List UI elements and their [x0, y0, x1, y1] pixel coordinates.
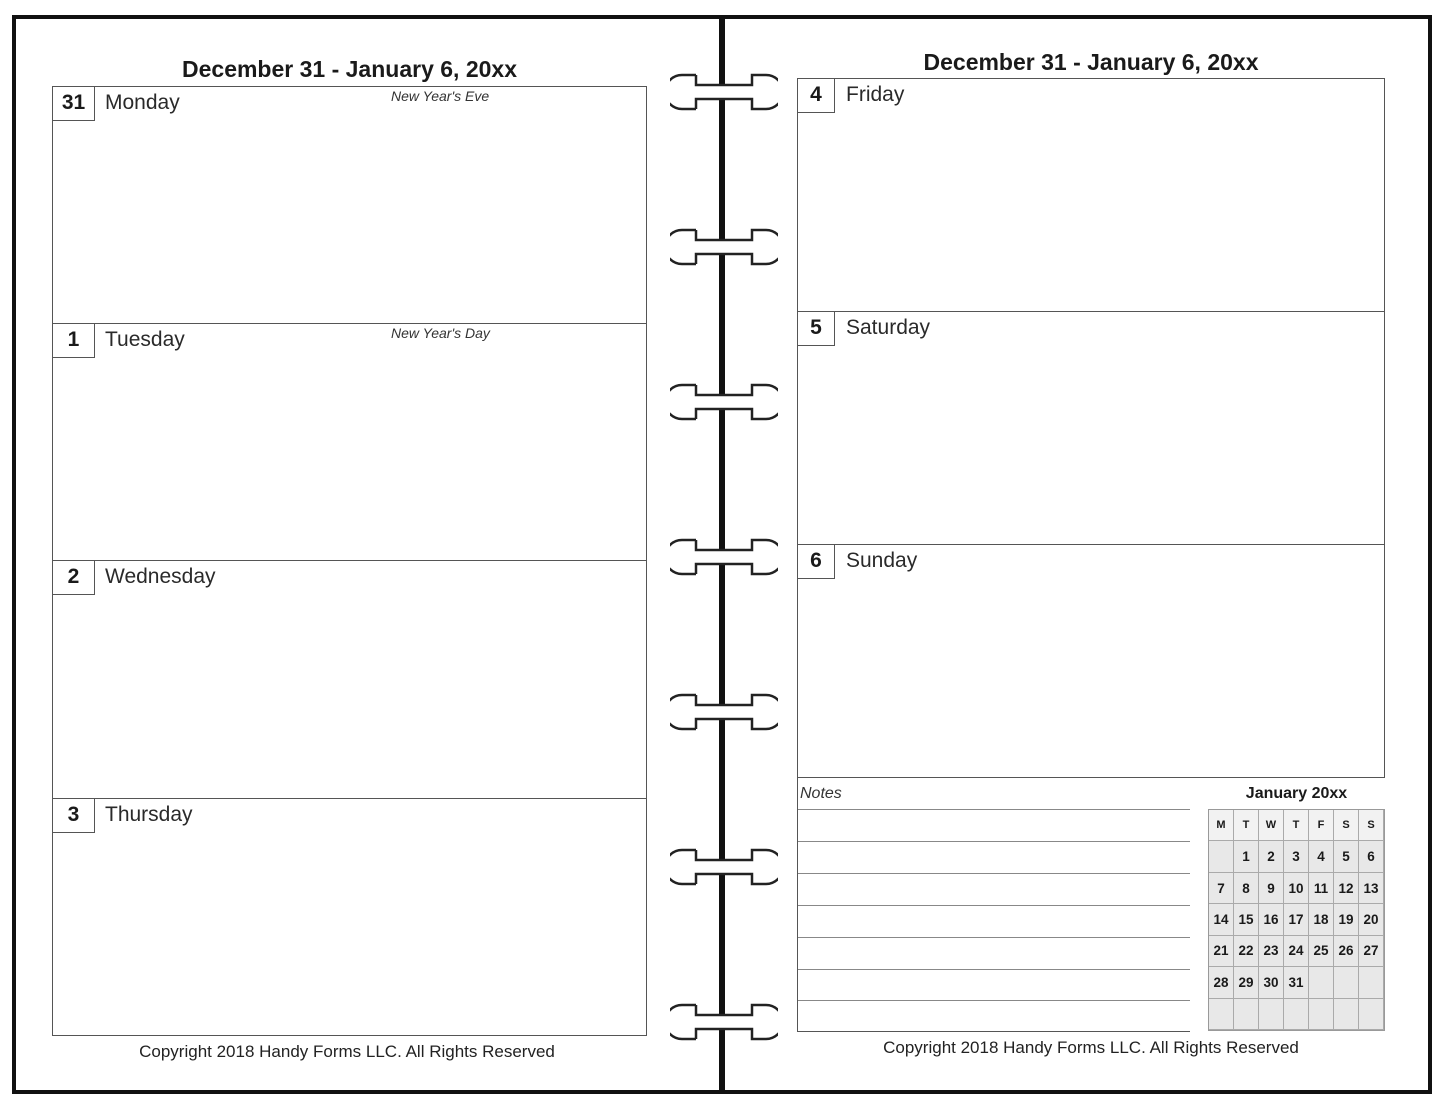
- notes-line[interactable]: [797, 905, 1190, 906]
- calendar-day-cell[interactable]: 18: [1309, 904, 1334, 935]
- day-number: 3: [52, 798, 95, 833]
- left-copyright: Copyright 2018 Handy Forms LLC. All Rights Reserved: [139, 1042, 555, 1061]
- binder-ring-icon: [670, 226, 778, 268]
- day-box-saturday[interactable]: [797, 311, 1385, 546]
- binder-ring-icon: [670, 381, 778, 423]
- day-name: Friday: [846, 83, 905, 106]
- calendar-day-cell[interactable]: 5: [1334, 841, 1359, 872]
- calendar-day-cell[interactable]: 12: [1334, 873, 1359, 904]
- calendar-day-cell[interactable]: 24: [1284, 936, 1309, 967]
- day-box-monday[interactable]: [52, 86, 647, 324]
- calendar-day-cell[interactable]: 10: [1284, 873, 1309, 904]
- calendar-day-cell[interactable]: 14: [1209, 904, 1234, 935]
- holiday-label: New Year's Day: [391, 325, 490, 341]
- calendar-day-cell[interactable]: 25: [1309, 936, 1334, 967]
- day-box-tuesday[interactable]: [52, 323, 647, 561]
- notes-line[interactable]: [797, 873, 1190, 874]
- calendar-day-cell: [1309, 999, 1334, 1030]
- calendar-weekday-header: T: [1284, 810, 1309, 841]
- calendar-day-cell[interactable]: 3: [1284, 841, 1309, 872]
- calendar-day-cell: [1334, 967, 1359, 998]
- day-name: Monday: [105, 91, 180, 114]
- day-number: 6: [797, 544, 835, 579]
- calendar-day-cell[interactable]: 31: [1284, 967, 1309, 998]
- calendar-day-cell[interactable]: 9: [1259, 873, 1284, 904]
- day-number: 4: [797, 78, 835, 113]
- day-box-wednesday[interactable]: [52, 560, 647, 799]
- calendar-day-cell[interactable]: 27: [1359, 936, 1384, 967]
- notes-line[interactable]: [797, 809, 1190, 810]
- calendar-day-cell[interactable]: 22: [1234, 936, 1259, 967]
- calendar-weekday-header: S: [1359, 810, 1384, 841]
- calendar-day-cell: [1234, 999, 1259, 1030]
- day-number: 2: [52, 560, 95, 595]
- binder-ring-icon: [670, 691, 778, 733]
- binder-ring-icon: [670, 846, 778, 888]
- calendar-day-cell: [1359, 999, 1384, 1030]
- day-number: 1: [52, 323, 95, 358]
- calendar-day-cell: [1284, 999, 1309, 1030]
- day-number: 31: [52, 86, 95, 121]
- calendar-day-cell[interactable]: 26: [1334, 936, 1359, 967]
- calendar-day-cell[interactable]: 2: [1259, 841, 1284, 872]
- left-page-title: December 31 - January 6, 20xx: [182, 56, 517, 82]
- right-copyright: Copyright 2018 Handy Forms LLC. All Rights Reserved: [883, 1038, 1299, 1057]
- notes-label: Notes: [800, 785, 842, 802]
- calendar-day-cell[interactable]: 4: [1309, 841, 1334, 872]
- calendar-day-cell[interactable]: 8: [1234, 873, 1259, 904]
- right-page-title: December 31 - January 6, 20xx: [923, 49, 1259, 75]
- day-box-sunday[interactable]: [797, 544, 1385, 778]
- calendar-day-cell: [1334, 999, 1359, 1030]
- calendar-weekday-header: F: [1309, 810, 1334, 841]
- day-box-thursday[interactable]: [52, 798, 647, 1036]
- calendar-day-cell[interactable]: 29: [1234, 967, 1259, 998]
- calendar-day-cell[interactable]: 16: [1259, 904, 1284, 935]
- calendar-day-cell[interactable]: 19: [1334, 904, 1359, 935]
- calendar-day-cell[interactable]: 11: [1309, 873, 1334, 904]
- day-number: 5: [797, 311, 835, 346]
- notes-line[interactable]: [797, 1031, 1190, 1032]
- binder-ring-icon: [670, 536, 778, 578]
- calendar-day-cell: [1359, 967, 1384, 998]
- day-box-friday[interactable]: [797, 78, 1385, 313]
- calendar-day-cell[interactable]: 30: [1259, 967, 1284, 998]
- calendar-day-cell[interactable]: 21: [1209, 936, 1234, 967]
- calendar-day-cell[interactable]: 15: [1234, 904, 1259, 935]
- notes-line[interactable]: [797, 841, 1190, 842]
- calendar-day-cell[interactable]: 13: [1359, 873, 1384, 904]
- calendar-day-cell: [1259, 999, 1284, 1030]
- calendar-day-cell: [1209, 999, 1234, 1030]
- calendar-day-cell[interactable]: 1: [1234, 841, 1259, 872]
- notes-line[interactable]: [797, 937, 1190, 938]
- calendar-day-cell: [1309, 967, 1334, 998]
- calendar-weekday-header: S: [1334, 810, 1359, 841]
- calendar-day-cell[interactable]: 20: [1359, 904, 1384, 935]
- calendar-weekday-header: M: [1209, 810, 1234, 841]
- binder-ring-icon: [670, 1001, 778, 1043]
- calendar-day-cell[interactable]: 6: [1359, 841, 1384, 872]
- notes-line[interactable]: [797, 1000, 1190, 1001]
- calendar-day-cell: [1209, 841, 1234, 872]
- day-name: Tuesday: [105, 328, 185, 351]
- mini-calendar-grid: [1208, 809, 1385, 1031]
- calendar-weekday-header: T: [1234, 810, 1259, 841]
- binder-ring-icon: [670, 71, 778, 113]
- holiday-label: New Year's Eve: [391, 88, 490, 104]
- mini-calendar-title: January 20xx: [1245, 785, 1348, 802]
- day-name: Wednesday: [105, 565, 216, 588]
- calendar-day-cell[interactable]: 7: [1209, 873, 1234, 904]
- calendar-weekday-header: W: [1259, 810, 1284, 841]
- day-name: Sunday: [846, 549, 918, 572]
- calendar-day-cell[interactable]: 17: [1284, 904, 1309, 935]
- day-name: Saturday: [846, 316, 931, 339]
- calendar-day-cell[interactable]: 28: [1209, 967, 1234, 998]
- notes-left-border: [797, 778, 798, 1032]
- day-name: Thursday: [105, 803, 193, 826]
- notes-line[interactable]: [797, 969, 1190, 970]
- calendar-day-cell[interactable]: 23: [1259, 936, 1284, 967]
